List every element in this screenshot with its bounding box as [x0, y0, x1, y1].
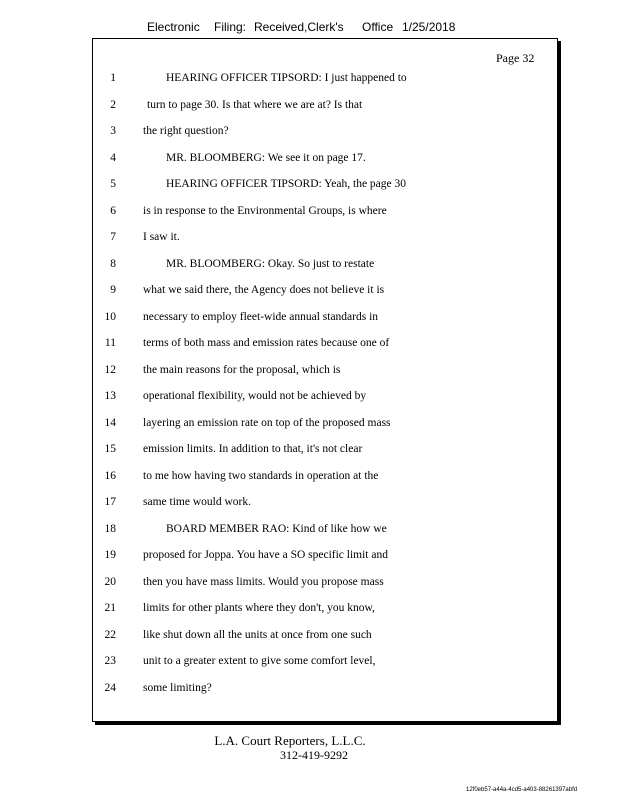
line-number: 20: [104, 575, 116, 588]
line-number: 23: [104, 655, 116, 667]
line-number: 11: [104, 337, 116, 349]
transcript-line: [0, 523, 618, 539]
filing-stamp-word: Electronic: [147, 20, 200, 34]
line-text: is in response to the Environmental Groups, is where: [143, 204, 387, 217]
transcript-line: [0, 72, 618, 88]
transcript-line: [0, 311, 618, 327]
transcript-line: [0, 390, 618, 406]
line-text: some limiting?: [143, 681, 212, 694]
line-text: the right question?: [143, 125, 229, 137]
reporter-phone: 312-419-9292: [280, 748, 348, 762]
reporter-company: L.A. Court Reporters, L.L.C.: [214, 733, 366, 748]
transcript-line: [0, 284, 618, 300]
line-number: 7: [110, 231, 116, 243]
line-text: necessary to employ fleet-wide annual standards in: [143, 310, 379, 323]
line-number: 8: [110, 257, 116, 270]
line-text: to me how having two standards in operation at the: [143, 469, 379, 482]
line-text: BOARD MEMBER RAO: Kind of like how we: [166, 522, 387, 535]
filing-stamp-word: Office: [362, 20, 394, 34]
line-number: 15: [104, 443, 116, 455]
line-text: HEARING OFFICER TIPSORD: Yeah, the page 30: [166, 178, 407, 190]
line-number: 17: [104, 496, 116, 508]
transcript-line: [0, 496, 618, 512]
line-text: what we said there, the Agency does not believe it is: [143, 284, 385, 296]
line-number: 13: [104, 390, 116, 402]
line-number: 24: [104, 681, 116, 694]
line-text: proposed for Joppa. You have a SO specific limit and: [143, 549, 388, 561]
transcript-line: [0, 99, 618, 115]
line-number: 14: [104, 416, 116, 429]
transcript-line: [0, 602, 618, 618]
transcript-line: [0, 178, 618, 194]
line-text: the main reasons for the proposal, which is: [143, 363, 341, 376]
transcript-line: [0, 417, 618, 433]
transcript-line: [0, 205, 618, 221]
line-number: 2: [110, 98, 116, 111]
page-number: Page 32: [496, 51, 535, 65]
transcript-line: [0, 125, 618, 141]
filing-stamp-word: Received,Clerk's: [254, 20, 344, 34]
line-number: 1: [110, 72, 116, 84]
line-number: 10: [104, 310, 116, 323]
line-number: 21: [104, 602, 116, 614]
transcript-line: [0, 337, 618, 353]
transcript-line: [0, 629, 618, 645]
line-text: operational flexibility, would not be achieved by: [143, 390, 367, 402]
line-text: MR. BLOOMBERG: We see it on page 17.: [166, 151, 366, 164]
line-number: 5: [110, 178, 116, 190]
transcript-line: [0, 549, 618, 565]
line-text: HEARING OFFICER TIPSORD: I just happened to: [166, 72, 407, 84]
line-text: unit to a greater extent to give some comfort level,: [143, 655, 376, 667]
line-number: 6: [110, 204, 116, 217]
transcript-line: [0, 470, 618, 486]
line-number: 22: [104, 628, 116, 641]
transcript-line: [0, 364, 618, 380]
filing-stamp-date: 1/25/2018: [402, 20, 456, 34]
line-text: like shut down all the units at once from one such: [143, 628, 372, 641]
transcript-line: [0, 152, 618, 168]
line-number: 12: [104, 363, 116, 376]
line-number: 4: [110, 151, 116, 164]
transcript-line: [0, 682, 618, 698]
transcript-line: [0, 231, 618, 247]
transcript-line: [0, 576, 618, 592]
document-id: 12f0eb57-a44a-4cd5-a403-88261397abfd: [466, 787, 578, 793]
transcript-line: [0, 258, 618, 274]
line-text: MR. BLOOMBERG: Okay. So just to restate: [166, 257, 375, 270]
line-number: 18: [104, 522, 116, 535]
filing-stamp: [0, 20, 618, 36]
transcript-line: [0, 655, 618, 671]
filing-stamp-word: Filing:: [214, 20, 247, 34]
line-number: 9: [110, 284, 116, 296]
line-text: turn to page 30. Is that where we are at? Is that: [147, 98, 363, 111]
line-text: limits for other plants where they don't, you know,: [143, 602, 375, 614]
line-text: I saw it.: [143, 231, 180, 243]
line-text: layering an emission rate on top of the proposed mass: [143, 416, 391, 429]
line-number: 19: [104, 549, 116, 561]
line-number: 16: [104, 469, 116, 482]
transcript-line: [0, 443, 618, 459]
line-text: then you have mass limits. Would you propose mass: [143, 575, 384, 588]
line-text: terms of both mass and emission rates because one of: [143, 337, 390, 349]
line-number: 3: [110, 125, 116, 137]
line-text: emission limits. In addition to that, it's not clear: [143, 443, 363, 455]
line-text: same time would work.: [143, 496, 251, 508]
